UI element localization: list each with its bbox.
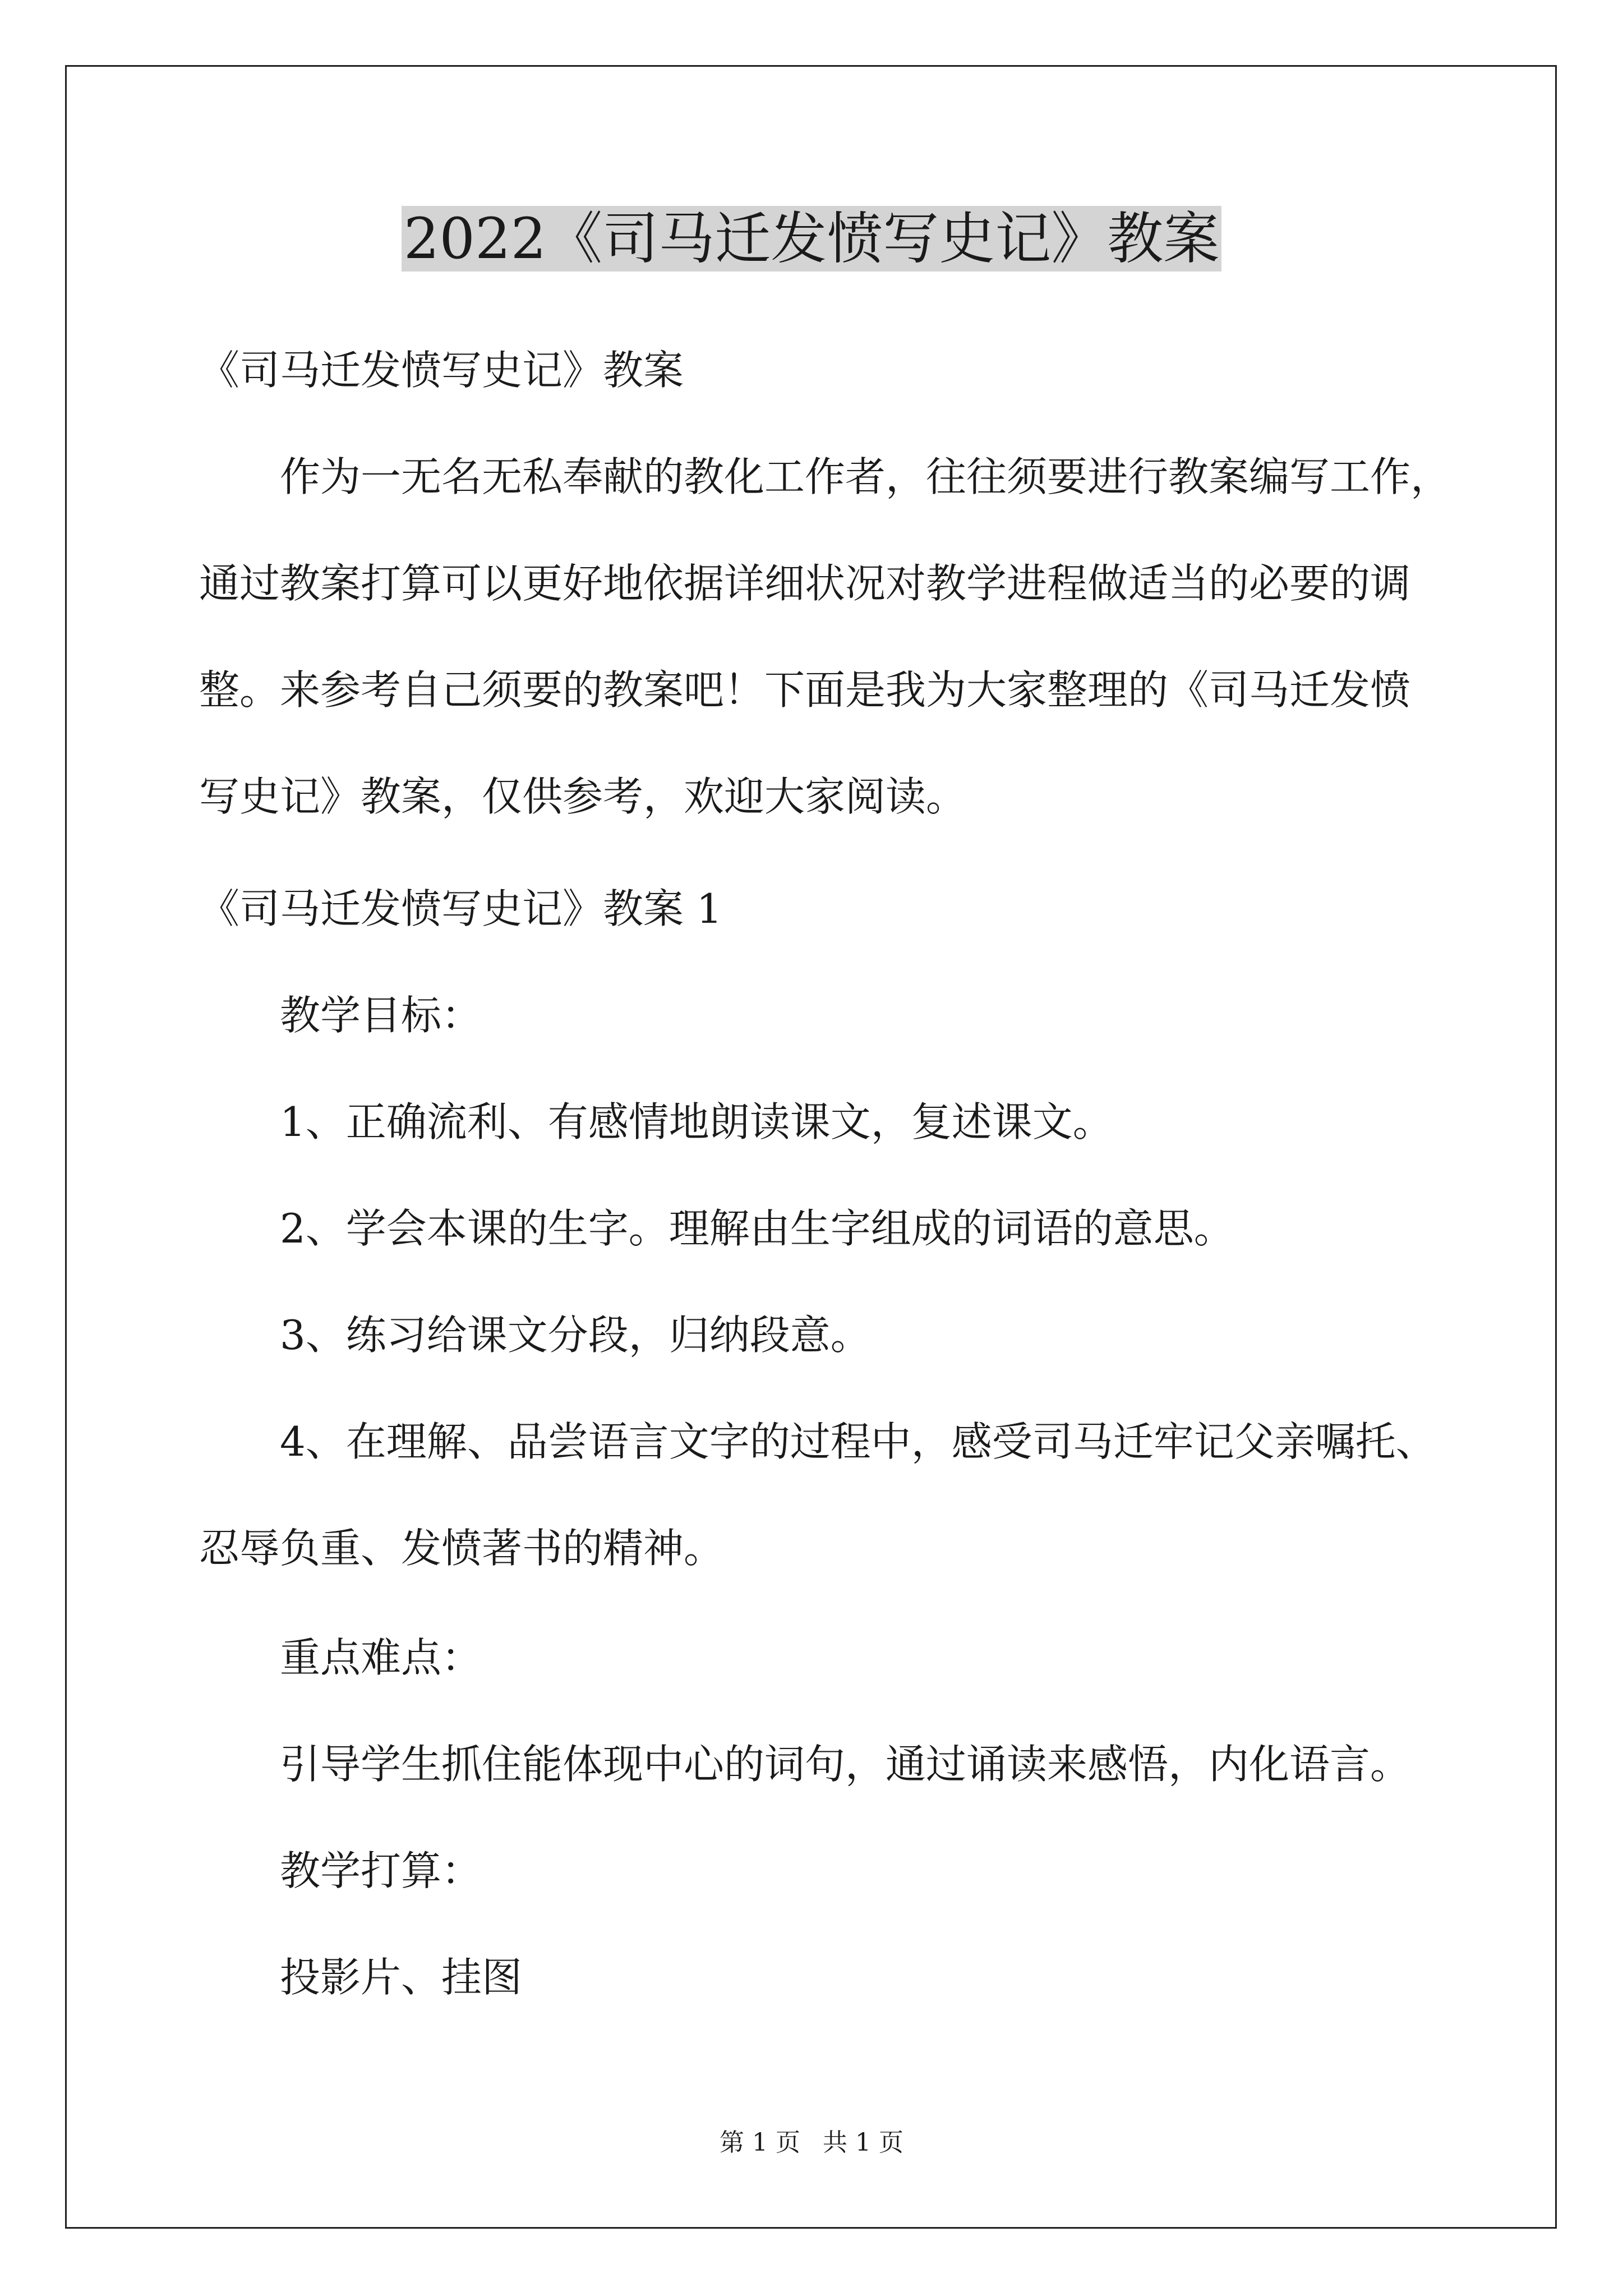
subtitle: 《司马迁发愤写史记》教案	[199, 347, 684, 394]
page-total: 共 1 页	[823, 2128, 903, 2157]
prep-label: 教学打算：	[280, 1847, 482, 1894]
section-heading: 《司马迁发愤写史记》教案 1	[199, 885, 722, 932]
goal-line: 4、在理解、品尝语言文字的过程中，感受司马迁牢记父亲嘱托、	[280, 1418, 1436, 1465]
goal-line: 忍辱负重、发愤著书的精神。	[199, 1525, 725, 1572]
intro-line: 写史记》教案，仅供参考，欢迎大家阅读。	[199, 773, 967, 820]
intro-line: 整。来参考自己须要的教案吧！下面是我为大家整理的《司马迁发愤	[199, 666, 1411, 714]
key-points-label: 重点难点：	[280, 1634, 482, 1681]
intro-line: 通过教案打算可以更好地依据详细状况对教学进程做适当的必要的调	[199, 560, 1411, 607]
goal-item	[199, 1388, 1467, 1602]
document-title	[0, 199, 1623, 278]
key-points-text: 引导学生抓住能体现中心的词句，通过诵读来感悟，内化语言。	[280, 1741, 1411, 1788]
prep-text: 投影片、挂图	[280, 1954, 523, 2001]
document-title-text: 2022《司马迁发愤写史记》教案	[402, 206, 1222, 272]
intro-line: 作为一无名无私奉献的教化工作者，往往须要进行教案编写工作，	[280, 453, 1451, 500]
goal-item: 1、正确流利、有感情地朗读课文，复述课文。	[280, 1098, 1113, 1145]
intro-paragraph	[199, 424, 1467, 850]
goal-item: 3、练习给课文分段，归纳段意。	[280, 1312, 871, 1359]
goals-label: 教学目标：	[280, 992, 482, 1039]
page-footer	[0, 2126, 1623, 2160]
page-number: 第 1 页	[720, 2128, 800, 2157]
goal-item: 2、学会本课的生字。理解由生字组成的词语的意思。	[280, 1205, 1234, 1252]
